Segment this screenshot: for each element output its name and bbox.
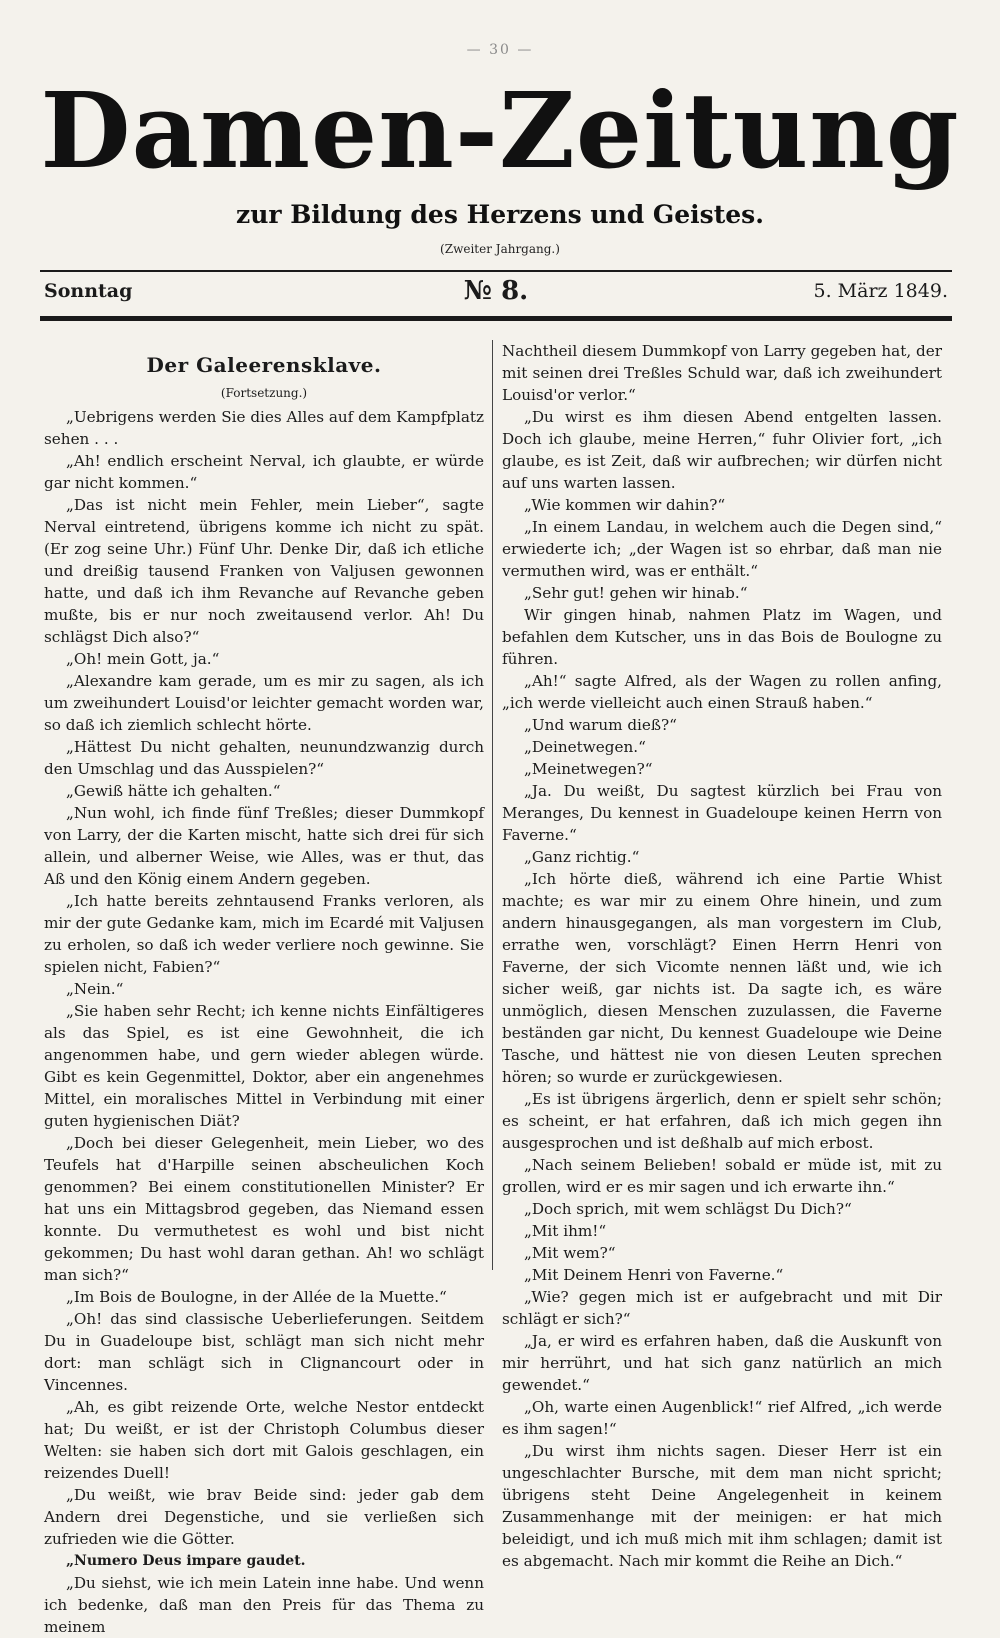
paragraph: „Mit wem?“ xyxy=(524,1244,616,1262)
article-column-right xyxy=(502,340,942,1570)
paragraph: „Oh! mein Gott, ja.“ xyxy=(66,650,220,668)
paragraph: „Und warum dieß?“ xyxy=(524,716,677,734)
paragraph: „Sehr gut! gehen wir hinab.“ xyxy=(524,584,748,602)
article-column-left xyxy=(44,340,484,1636)
paragraph: „Oh, warte einen Augenblick!“ rief Alfred, „ich werde es ihm sagen!“ xyxy=(502,1398,942,1438)
page-number: — 30 — xyxy=(466,42,534,58)
issue-date: 5. März 1849. xyxy=(813,280,948,302)
paragraph: „Doch sprich, mit wem schlägst Du Dich?“ xyxy=(524,1200,852,1218)
masthead-title: Damen-Zeitung xyxy=(40,69,960,192)
paragraph: „Mit ihm!“ xyxy=(524,1222,607,1240)
masthead-subtitle: zur Bildung des Herzens und Geistes. xyxy=(236,200,764,229)
paragraph: „Du weißt, wie brav Beide sind: jeder gab dem Andern drei Degenstiche, und sie verließen sich zufrieden wie die Götter. xyxy=(44,1486,484,1548)
paragraph: „Ah! endlich erscheint Nerval, ich glaubte, er würde gar nicht kommen.“ xyxy=(44,452,484,492)
issue-day: Sonntag xyxy=(44,280,133,302)
paragraph: „Mit Deinem Henri von Faverne.“ xyxy=(524,1266,784,1284)
paragraph: „Alexandre kam gerade, um es mir zu sagen, als ich um zweihundert Louisd'or leichter gemacht worden war, so daß ich ziemlich schlecht hörte. xyxy=(44,672,484,734)
paragraph: „Ich hatte bereits zehntausend Franks verloren, als mir der gute Gedanke kam, mich im Ecardé mit Valjusen zu erholen, so daß ich weder verliere noch gewinne. Sie spielen nicht, Fabien?“ xyxy=(44,892,484,976)
paragraph: Nachtheil diesem Dummkopf von Larry gegeben hat, der mit seinen drei Treßles Schuld war, daß ich zweihundert Louisd'or verlor.“ xyxy=(502,342,942,404)
paragraph: „Wie? gegen mich ist er aufgebracht und mit Dir schlägt er sich?“ xyxy=(502,1288,942,1328)
paragraph: „Doch bei dieser Gelegenheit, mein Lieber, wo des Teufels hat d'Harpille seinen abscheulichen Koch genommen? Bei einem constitutionellen Minister? Er hat uns ein Mittagsbrod gegeben, das Niemand essen konnte. Du vermuthetest es wohl und bist nicht gekommen; Du hast wohl daran gethan. Ah! wo schlägt man sich?“ xyxy=(44,1134,484,1284)
paragraph: „Nein.“ xyxy=(66,980,124,998)
paragraph: „Ganz richtig.“ xyxy=(524,848,640,866)
latin-quote: „Numero Deus impare gaudet. xyxy=(66,1553,306,1569)
paragraph: „Gewiß hätte ich gehalten.“ xyxy=(66,782,281,800)
masthead-divider xyxy=(40,270,952,272)
paragraph: „Es ist übrigens ärgerlich, denn er spielt sehr schön; es scheint, er hat erfahren, daß ich mich gegen ihn ausgesprochen und ist deßhalb auf mich erbost. xyxy=(502,1090,942,1152)
paragraph: „Nach seinem Belieben! sobald er müde ist, mit zu grollen, wird er es mir sagen und ich erwarte ihn.“ xyxy=(502,1156,942,1196)
column-divider xyxy=(492,340,493,1270)
paragraph: „In einem Landau, in welchem auch die Degen sind,“ erwiederte ich; „der Wagen ist so ehrbar, daß man nie vermuthen wird, was er enthält.“ xyxy=(502,518,942,580)
paragraph: „Meinetwegen?“ xyxy=(524,760,653,778)
paragraph: „Du wirst ihm nichts sagen. Dieser Herr ist ein ungeschlachter Bursche, mit dem man nicht spricht; übrigens steht Deine Angelegenheit in keinem Zusammenhange mit der meinigen: er hat mich beleidigt, und ich muß mich mit ihm schlagen; damit ist es abgemacht. Nach mir kommt die Reihe an Dich.“ xyxy=(502,1442,942,1570)
paragraph: „Ja, er wird es erfahren haben, daß die Auskunft von mir herrührt, und hat sich ganz natürlich an mich gewendet.“ xyxy=(502,1332,942,1394)
paragraph: „Hättest Du nicht gehalten, neunundzwanzig durch den Umschlag und das Ausspielen?“ xyxy=(44,738,484,778)
paragraph: „Du wirst es ihm diesen Abend entgelten lassen. Doch ich glaube, meine Herren,“ fuhr Olivier fort, „ich glaube, es ist Zeit, daß wir aufbrechen; wir dürfen nicht auf uns warten lassen. xyxy=(502,408,942,492)
paragraph: „Du siehst, wie ich mein Latein inne habe. Und wenn ich bedenke, daß man den Preis für das Thema zu meinem xyxy=(44,1574,484,1636)
article-continued-note: (Fortsetzung.) xyxy=(220,386,308,400)
paragraph: „Sie haben sehr Recht; ich kenne nichts Einfältigeres als das Spiel, es ist eine Gewohnheit, die ich angenommen habe, und gern wieder ablegen würde. Gibt es kein Gegenmittel, Doktor, aber ein angenehmes Mittel, ein moralisches Mittel in Verbindung mit einer guten hygienischen Diät? xyxy=(44,1002,484,1130)
paragraph: „Im Bois de Boulogne, in der Allée de la Muette.“ xyxy=(66,1288,447,1306)
paragraph: „Das ist nicht mein Fehler, mein Lieber“, sagte Nerval eintretend, übrigens komme ich nicht zu spät. (Er zog seine Uhr.) Fünf Uhr. Denke Dir, daß ich etliche und dreißig tausend Franken von Valjusen gewonnen hatte, und daß ich ihm Revanche auf Revanche geben mußte, bis er nur noch zweitausend verlor. Ah! Du schlägst Dich also?“ xyxy=(44,496,484,646)
paragraph: „Ah!“ sagte Alfred, als der Wagen zu rollen anfing, „ich werde vielleicht auch einen Strauß haben.“ xyxy=(502,672,942,712)
article-title: Der Galeerensklave. xyxy=(146,353,382,377)
paragraph: „Ah, es gibt reizende Orte, welche Nestor entdeckt hat; Du weißt, er ist der Christoph Columbus dieser Welten: sie haben sich dort mit Galois geschlagen, ein reizendes Duell! xyxy=(44,1398,484,1482)
paragraph: „Ja. Du weißt, Du sagtest kürzlich bei Frau von Meranges, Du kennest in Guadeloupe keinen Herrn von Faverne.“ xyxy=(502,782,942,844)
paragraph: „Ich hörte dieß, während ich eine Partie Whist machte; es war mir zu einem Ohre hinein, und zum andern hinausgegangen, als man vorgestern im Club, errathe wen, vorschlägt? Einen Herrn Henri von Faverne, der sich Vicomte nennen läßt und, wie ich sicher weiß, gar nichts ist. Da sagte ich, es wäre unmöglich, diesen Menschen zuzulassen, die Faverne beständen gar nicht, Du kennest Guadeloupe wie Deine Tasche, und hättest nie von diesen Leuten sprechen hören; so wurde er zurückgewiesen. xyxy=(502,870,942,1086)
issue-number: № 8. xyxy=(463,276,529,306)
paragraph: „Uebrigens werden Sie dies Alles auf dem Kampfplatz sehen . . . xyxy=(44,408,484,448)
paragraph: „Nun wohl, ich finde fünf Treßles; dieser Dummkopf von Larry, der die Karten mischt, hatte sich drei für sich allein, und alberner Weise, wie Alles, was er thut, das Aß und den König einem Andern gegeben. xyxy=(44,804,484,888)
masthead-volume: (Zweiter Jahrgang.) xyxy=(440,242,560,256)
issue-divider xyxy=(40,316,952,321)
paragraph: Wir gingen hinab, nahmen Platz im Wagen, und befahlen dem Kutscher, uns in das Bois de Boulogne zu führen. xyxy=(502,606,942,668)
paragraph: „Deinetwegen.“ xyxy=(524,738,646,756)
issue-line xyxy=(44,278,948,312)
paragraph: „Oh! das sind classische Ueberlieferungen. Seitdem Du in Guadeloupe bist, schlägt man sich nicht mehr dort: man schlägt sich in Clignancourt oder in Vincennes. xyxy=(44,1310,484,1394)
paragraph: „Wie kommen wir dahin?“ xyxy=(524,496,726,514)
